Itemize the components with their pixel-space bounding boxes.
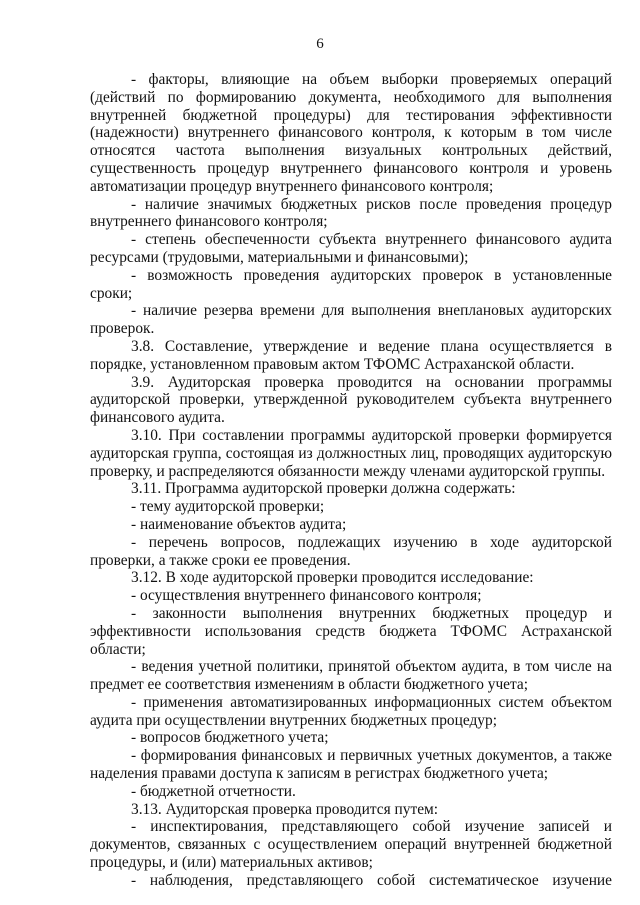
paragraph: - законности выполнения внутренних бюджетных процедур и эффективности использования средств бюджета ТФОМС Астраханской области; — [90, 604, 612, 658]
paragraph: - возможность проведения аудиторских проверок в установленные сроки; — [90, 266, 612, 302]
paragraph: - вопросов бюджетного учета; — [131, 729, 329, 747]
paragraph: - наличие резерва времени для выполнения внеплановых аудиторских проверок. — [90, 302, 612, 338]
page-number: 6 — [316, 36, 324, 52]
paragraph: 3.13. Аудиторская проверка проводится путем: — [131, 800, 439, 818]
paragraph: - бюджетной отчетности. — [131, 782, 296, 800]
paragraph: - формирования финансовых и первичных учетных документов, а также наделения правами доступа к записям в регистрах бюджетного учета; — [90, 747, 612, 783]
document-body — [90, 71, 612, 890]
paragraph: - перечень вопросов, подлежащих изучению в ходе аудиторской проверки, а также сроки ее проведения. — [90, 533, 612, 569]
paragraph: - наименование объектов аудита; — [131, 515, 347, 533]
paragraph: - применения автоматизированных информационных систем объектом аудита при осуществлении внутренних бюджетных процедур; — [90, 693, 612, 729]
paragraph: 3.11. Программа аудиторской проверки должна содержать: — [131, 480, 516, 498]
paragraph: - осуществления внутреннего финансового контроля; — [131, 587, 482, 605]
paragraph: - тему аудиторской проверки; — [131, 498, 325, 516]
paragraph: - наблюдения, представляющего собой систематическое изучение — [131, 871, 612, 889]
paragraph: - степень обеспеченности субъекта внутреннего финансового аудита ресурсами (трудовыми, материальными и финансовыми); — [90, 231, 612, 266]
paragraph: 3.10. При составлении программы аудиторской проверки формируется аудиторская группа, состоящая из должностных лиц, проводящих аудиторскую проверку, и распределяются обязанности между членами аудиторской группы. — [90, 426, 612, 480]
paragraph: - факторы, влияющие на объем выборки проверяемых операций (действий по формированию документа, необходимого для выполнения внутренней бюджетной процедуры) для тестирования эффективности (надежности) внутреннего финансового контроля, к которым в том числе относятся частота выполнения визуальных контрольных действий, существенность процедур внутреннего финансового контроля и уровень автоматизации процедур внутреннего финансового контроля; — [90, 71, 612, 195]
paragraph: 3.12. В ходе аудиторской проверки проводится исследование: — [131, 569, 534, 587]
paragraph: - ведения учетной политики, принятой объектом аудита, в том числе на предмет ее соответствия изменениям в области бюджетного учета; — [90, 658, 612, 694]
paragraph: - наличие значимых бюджетных рисков после проведения процедур внутреннего финансового контроля; — [90, 195, 612, 231]
paragraph: 3.9. Аудиторская проверка проводится на основании программы аудиторской проверки, утвержденной руководителем субъекта внутреннего финансового аудита. — [90, 373, 612, 427]
paragraph: - инспектирования, представляющего собой изучение записей и документов, связанных с осуществлением операций внутренней бюджетной процедуры, и (или) материальных активов; — [90, 818, 612, 872]
paragraph: 3.8. Составление, утверждение и ведение плана осуществляется в порядке, установленном правовым актом ТФОМС Астраханской области. — [90, 337, 612, 373]
